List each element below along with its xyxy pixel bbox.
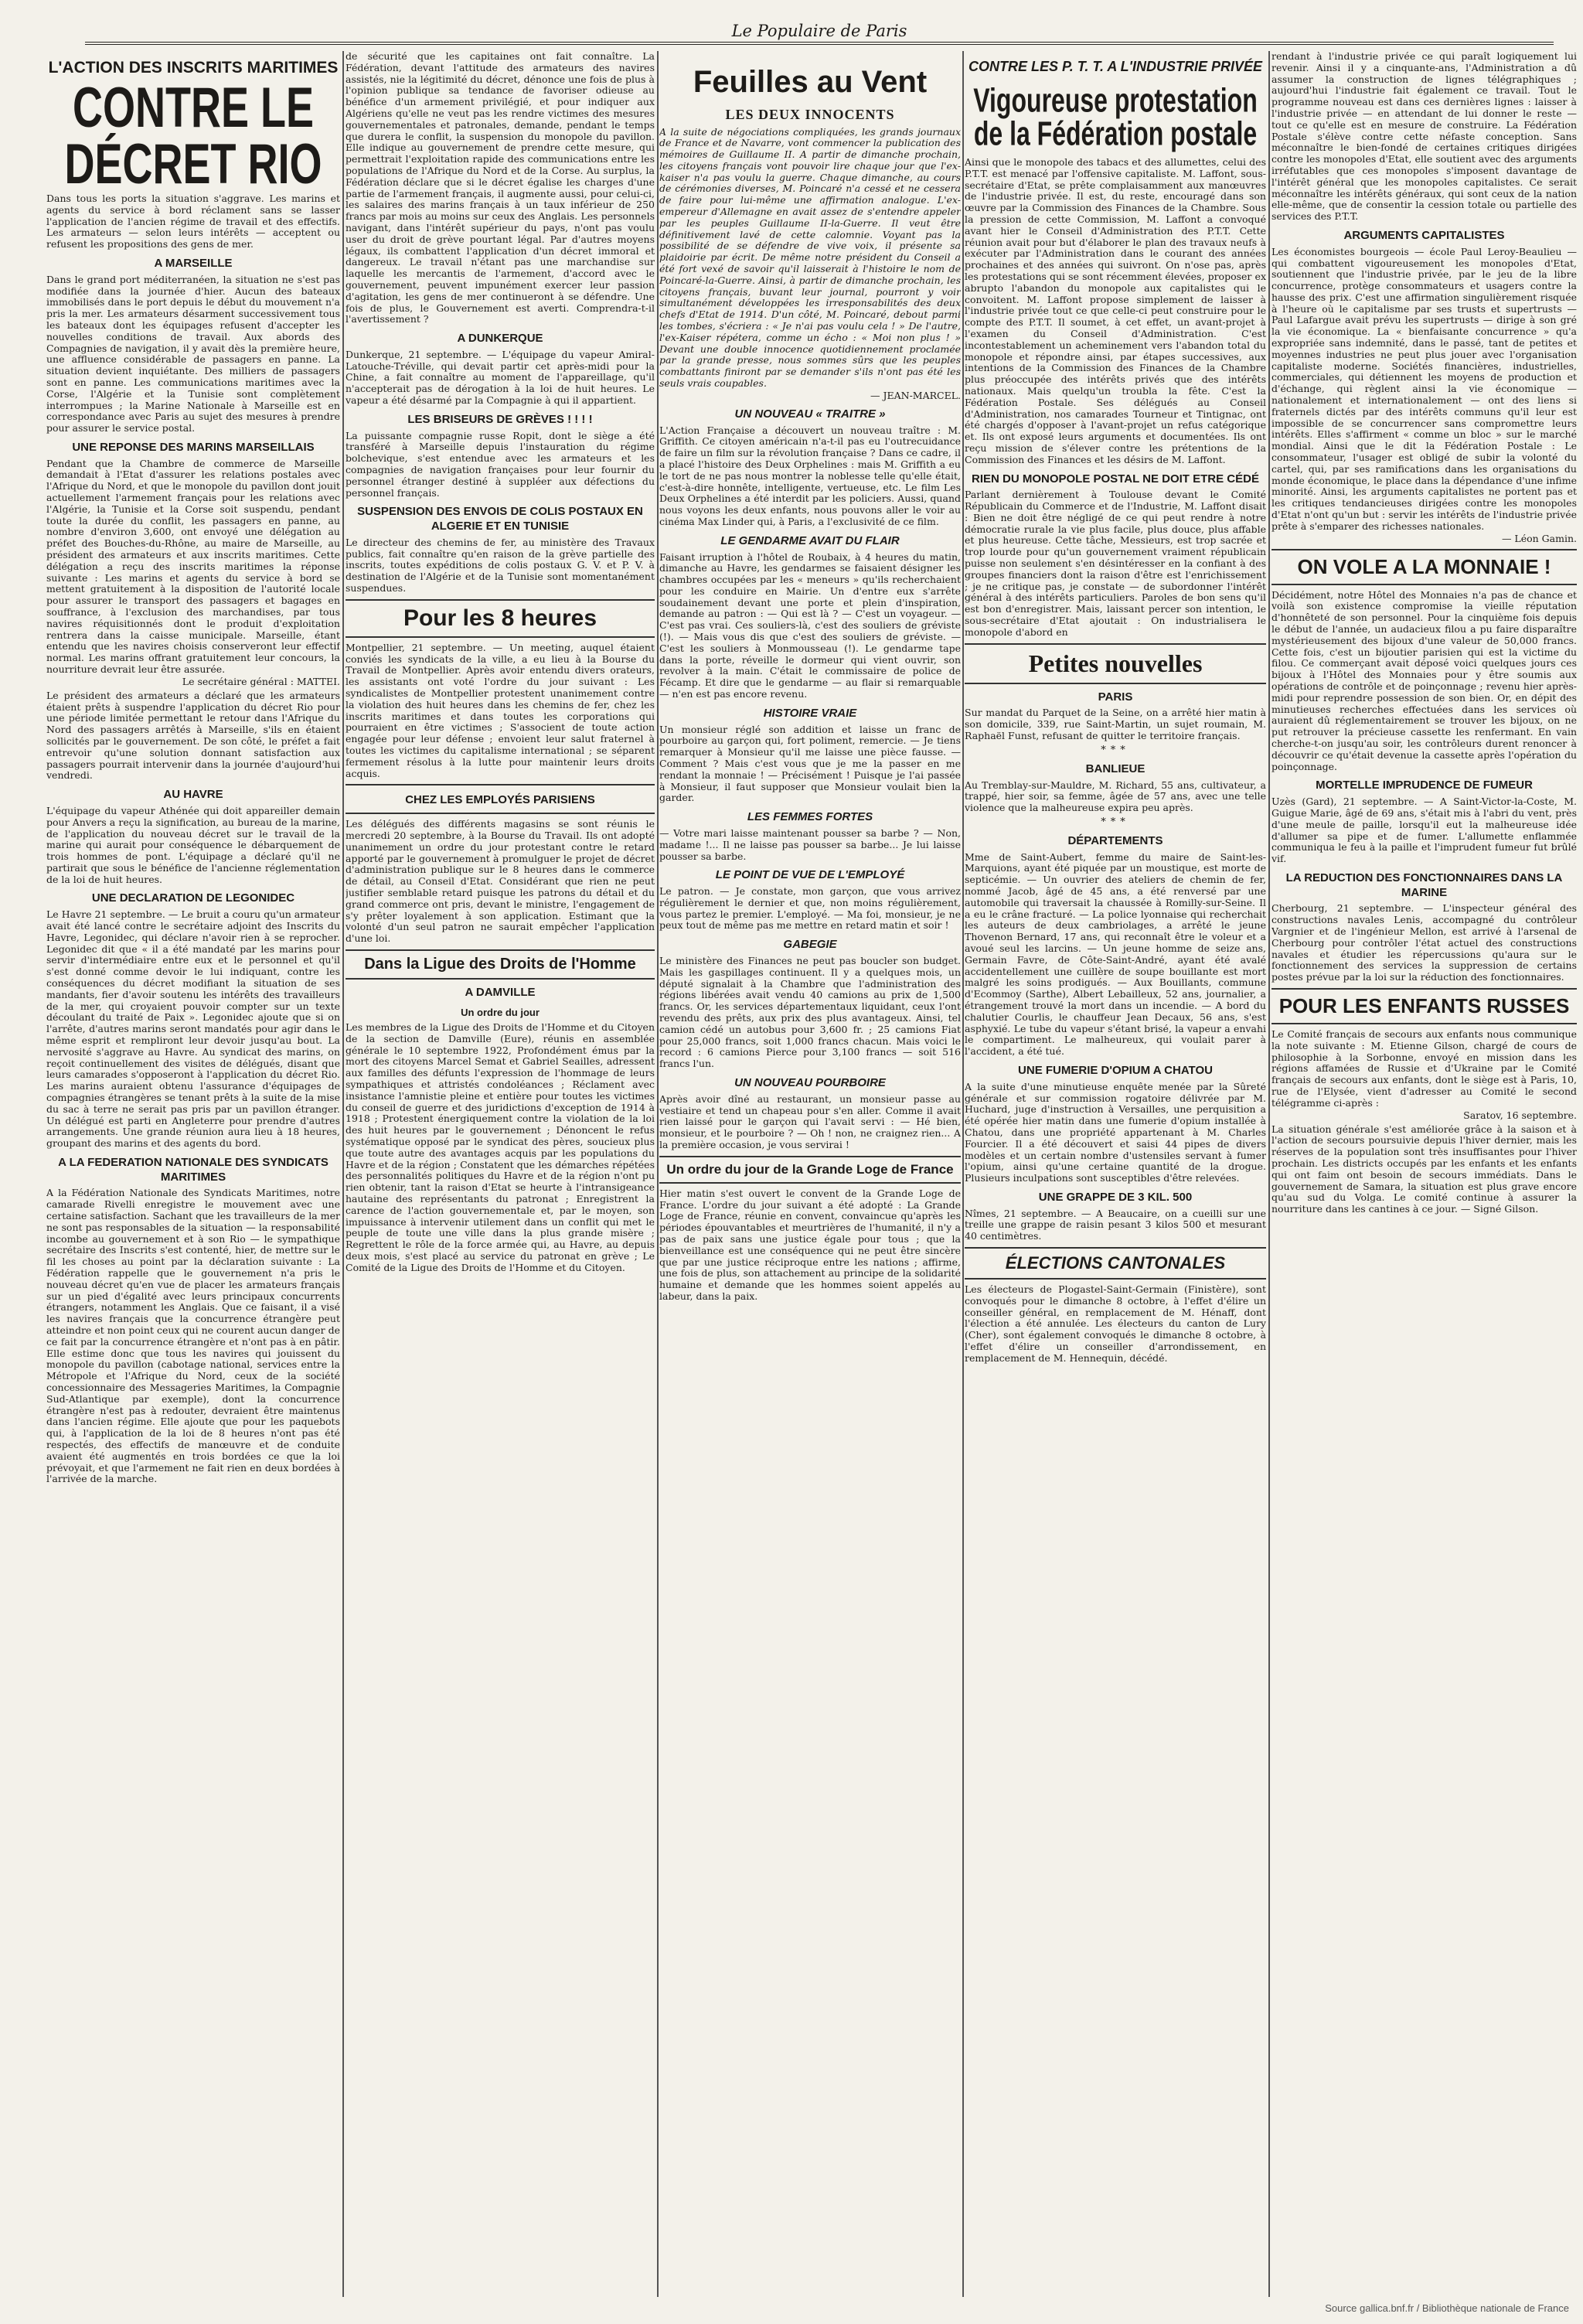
section-heading: UNE DECLARATION DE LEGONIDEC — [91, 891, 295, 905]
column-rule — [1268, 51, 1270, 2297]
article-paragraph: Pendant que la Chambre de commerce de Marseille demandait à l'Etat d'assurer les relations postales avec l'Afrique du Nord, et que le monopole du pavillon dont jouit actuellement l'armement français pour les relations avec l'Algérie, la Tunisie et la Corse soit suspendu, pendant toute la durée du conflit, les passagers en panne, au nombre d'environ 3,600, ont envoyé une délégation au préfet des Bouches-du-Rhône, au maire de Marseille, au président des armateurs et aux inscrits maritimes. Cette délégation a reçu des inscrits maritimes la réponse suivante : Les marins et agents du service à bord se mettent gratuitement à la disposition de l'autorité locale pour assurer le transport des passagers et bagages en souffrance, à l'exclusion des marchandises, par tous navires réquisitionnés dont le produit d'exploitation rentrera dans la caisse municipale. Marseille, étant entendu que les navires choisis conserveront leur effectif normal. Les marins offrant gratuitement leur concours, la nourriture devrait leur être assurée. — [46, 457, 340, 675]
masthead-title: Le Populaire de Paris — [731, 22, 907, 40]
article-paragraph: Après avoir dîné au restaurant, un monsieur passe au vestiaire et tend un chapeau pour s'en aller. Comme il avait rien laissé pour le garçon qui l'avait servi : — Hé bien, monsieur, et le pourboire ? — Oh ! non, ne craignez rien... A la première occasion, je vous servirai ! — [659, 1092, 961, 1150]
article-headline: Pour les 8 heures — [403, 605, 597, 631]
section-heading: UN NOUVEAU « TRAITRE » — [734, 407, 886, 421]
signature: Le secrétaire général : MATTEI. — [182, 675, 340, 687]
column-5 — [1272, 51, 1577, 1215]
article-paragraph: rendant à l'industrie privée ce qui paraît logiquement lui revenir. Ainsi il y a cinquante-ans, l'Administration a dû assumer la construction de lignes télégraphiques ; aujourd'hui l'industrie fait également ce travail. Tout le programme nouveau est dans ces dernières lignes : laisser à l'industrie privée — en attendant de lui donner le reste — tout ce qu'elle est en mesure de construire. La Fédération Postale s'élève contre cette néfaste conception. Sans méconnaître le bien-fondé de certaines critiques dirigées contre les monopoles d'Etat, elle soutient avec des arguments irréfutables que ces monopoles s'imposent davantage de l'intérêt général que les monopoles capitalistes. Ce serait méconnaître les intérêts généraux, qui sont ceux de la nation elle-même, que de consentir la cession totale ou partielle des services des P.T.T. — [1272, 51, 1577, 223]
section-heading: ARGUMENTS CAPITALISTES — [1343, 228, 1505, 242]
masthead — [85, 22, 1554, 45]
article-paragraph: A la suite de négociations compliquées, les grands journaux de France et de Navarre, vont commencer la publication des mémoires de Guillaume II. A partir de dimanche prochain, les citoyens français vont pouvoir lire chaque jour que l'ex-kaiser n'a pas voulu la guerre. Chaque dimanche, au cours de cérémonies diverses, M. Poincaré n'a cessé et ne cessera de faire pour lui-même une affirmation analogue. L'ex-empereur d'Allemagne en avait assez de s'entendre appeler par les peuples Guillaume II-la-Guerre. Il veut être définitivement lavé de cette calomnie. Voyant pas la possibilité de se défendre de vive voix, il présente sa plaidoirie par écrit. De même notre président du Conseil a été fort vexé de savoir qu'il laisserait à l'histoire le nom de Poincaré-la-Guerre. Ainsi, à partir de dimanche prochain, les citoyens français, buvant leur journal, pourront y voir simultanément développées les irresponsabilités des deux chefs d'Etat de 1914. D'un côté, M. Poincaré, debout parmi les tombes, s'écriera : « Je n'ai pas voulu cela ! » De l'autre, l'ex-Kaiser répétera, comme un écho : « Moi non plus ! » Devant une double innocence quotidiennement proclamée par la grande presse, nous sommes sûrs que les peuples combattants finiront par se demander s'ils n'ont pas été les seuls vrais coupables. — [659, 125, 961, 390]
section-heading: UNE REPONSE DES MARINS MARSEILLAIS — [72, 440, 315, 454]
signature: — JEAN-MARCEL. — [870, 389, 961, 401]
article-headline: Vigoureuse protestation de la Fédération postale — [973, 81, 1258, 152]
section-heading: SUSPENSION DES ENVOIS DE COLIS POSTAUX EN ALGERIE ET EN TUNISIE — [357, 505, 643, 533]
article-headline: Un ordre du jour de la Grande Loge de France — [666, 1161, 954, 1177]
section-heading: HISTOIRE VRAIE — [763, 706, 857, 720]
section-heading: RIEN DU MONOPOLE POSTAL NE DOIT ETRE CÉDÉ — [972, 472, 1259, 486]
section-heading: A MARSEILLE — [154, 256, 233, 270]
article-paragraph: Parlant dernièrement à Toulouse devant le Comité Républicain du Commerce et de l'Industrie, M. Laffont disait : Bien ne doit être négligé de ce qui peut rendre à notre démocratie rurale la vie plus facile, plus douce, plus affable et plus heureuse. Cette tâche, Messieurs, est trop sacrée et trop lourde pour qu'un gouvernement vraiment républicain puisse non seulement s'en désintéresser en la confiant à des groupes financiers dont la raison d'être est l'enrichissement ; je ne critique pas, je constate — de subordonner l'intérêt général à des intérêts particuliers. Paroles de bon sens qu'il est bon d'enregistrer. Mais, laissant percer son intention, le sous-secrétaire d'Etat ajoutait : On industrialisera le monopole d'abord en — [965, 489, 1266, 638]
section-heading: LE POINT DE VUE DE L'EMPLOYÉ — [715, 868, 905, 882]
article-paragraph: Les économistes bourgeois — école Paul Leroy-Beaulieu — qui combattent vigoureusement les monopoles d'Etat, soutiennent que l'industrie privée, par le jeu de la libre concurrence, protège consommateurs et usagers contre la hausse des prix. C'est une affirmation singulièrement risquée à l'heure où le capitalisme par ses trusts et supertrusts — Paul Lafargue avait prévu les supertrusts — dirige à son gré la vie économique. La « bienfaisante concurrence » qu'a expropriée sans indemnité, dans le passé, tant de petites et moyennes industries ne peut plus jouer avec l'organisation capitaliste moderne. Sociétés financières, industrielles, commerciales, qui détiennent les moyens de production et d'échange, qui règlent ainsi la vie économique — nationalement et internationalement — ont des liens si fraternels dictés par des intérêts communs qu'il leur est impossible de se concurrencer sans compromettre leurs intérêts. Elles s'affirment « comme un bloc » sur le marché mondial. Ainsi que le dit la Fédération Postale : Le consommateur, l'usager est obligé de subir la volonté du cartel, qui, par ses ramifications dans les organisations du monde économique, le place dans la dépendance d'une infime minorité. Ainsi, les arguments capitalistes ne portent pas et les critiques tendancieuses dirigées contre les monopoles d'Etat n'ont qu'un but : servir les intérêts de l'industrie privée prête à s'emparer des richesses nationales. — [1272, 245, 1577, 532]
article-headline: ÉLECTIONS CANTONALES — [1005, 1253, 1226, 1273]
section-heading: UN NOUVEAU POURBOIRE — [734, 1075, 886, 1089]
article-paragraph: Sur mandat du Parquet de la Seine, on a arrêté hier matin à son domicile, 339, rue Saint-Martin, un sujet roumain, M. Raphaël Funst, refusant de quitter le territoire français. — [965, 707, 1266, 741]
section-heading: LES BRISEURS DE GRÈVES ! ! ! ! — [407, 412, 593, 426]
column-3 — [659, 51, 961, 1303]
article-headline: CHEZ LES EMPLOYÉS PARISIENS — [405, 793, 595, 807]
signature: — Léon Gamin. — [1501, 532, 1577, 544]
article-paragraph: Faisant irruption à l'hôtel de Roubaix, à 4 heures du matin, dimanche au Havre, les gendarmes se faisaient désigner les chambres occupées par les « meneurs » qu'ils recherchaient pour les conduire en Mairie. Un d'entre eux s'arrête soudainement devant une porte et plein d'inspiration, demande au patron : — Qui est là ? — C'est un voyageur. — C'est pas vrai. Ces souliers-là, c'est des souliers de gréviste (!). — Mais vous dis que c'est des souliers de gréviste. — C'est les souliers à Monmousseau (!). Le gendarme tape dans la porte, réveille le dormeur qui vient ouvrir, son revolver à la main. C'était le commissaire de police de Fécamp. Et dire que le gendarme — au flair si remarquable — n'en est pas encore revenu. — [659, 550, 961, 700]
article-paragraph: L'Action Française a découvert un nouveau traître : M. Griffith. Ce citoyen américain n'a-t-il pas eu l'outrecuidance de faire un film sur la révolution française ? Dans ce cadre, il a placé l'histoire des Deux Orphelines : mais M. Griffith a eu le tort de ne pas nous montrer la noblesse telle qu'elle était, c'est-à-dire honnête, intelligente, vertueuse, etc. Le film Les Deux Orphelines a été interdit par les policiers. Aussi, quand nous voyons les deux enfants, nous pouvons aller le voir au cinéma Max Linder qui, à Paris, a l'exclusivité de ce film. — [659, 424, 961, 527]
article-paragraph: Dans le grand port méditerranéen, la situation ne s'est pas modifiée dans la journée d'hier. Aucun des bateaux immobilisés dans le port depuis le début du mouvement n'a pris la mer. Les armateurs désarment successivement tous les bateaux dont les équipages refusent d'accepter les nouvelles conditions de travail. Aux abords des Compagnies de navigation, il y avait dès la première heure, une affluence considérable de passagers en panne. La situation devient inquiétante. Des milliers de passagers sont en panne. Les communications maritimes avec la Corse, l'Algérie et la Tunisie sont complètement interrompues ; la Marine Nationale à Marseille est en correspondance avec Paris au sujet des mesures à prendre pour assurer le service postal. — [46, 273, 340, 434]
section-heading: A LA FEDERATION NATIONALE DES SYNDICATS MARITIMES — [58, 1155, 329, 1184]
column-rule — [657, 51, 659, 2297]
article-subheadline: LES DEUX INNOCENTS — [725, 107, 895, 122]
column-1 — [46, 51, 340, 1485]
article-paragraph: Le patron. — Je constate, mon garçon, que vous arrivez régulièrement le dernier et que, non moins régulièrement, vous partez le premier. L'employé. — Ma foi, monsieur, je ne peux tout de même pas me mettre en retard matin et soir ! — [659, 885, 961, 932]
column-rule — [962, 51, 964, 2297]
article-headline: Petites nouvelles — [1028, 649, 1203, 677]
article-paragraph: Le président des armateurs a déclaré que les armateurs étaient prêts à suspendre l'application du décret Rio pour une période limitée permettant le retour dans l'Afrique du Nord des passagers arrêtés à Marseille, s'ils en étaient sollicités par le gouvernement. De son côté, le préfet a fait entrevoir qu'une solution donnant satisfaction aux passagers pourrait intervenir dans la journée d'aujourd'hui vendredi. — [46, 689, 340, 782]
article-paragraph: Au Tremblay-sur-Mauldre, M. Richard, 55 ans, cultivateur, a trappé, hier soir, sa femme, âgée de 57 ans, avec une telle violence que la malheureuse expira peu après. — [965, 779, 1266, 814]
article-paragraph: Nîmes, 21 septembre. — A Beaucaire, on a cueilli sur une treille une grappe de raisin pesant 3 kilos 500 et mesurant 40 centimètres. — [965, 1207, 1266, 1242]
article-paragraph: Le directeur des chemins de fer, au ministère des Travaux publics, fait connaître qu'en raison de la grève partielle des inscrits, toutes expéditions de colis postaux G. V. et P. V. à destination de l'Algérie et de la Tunisie sont momentanément suspendues. — [346, 536, 655, 595]
column-2 — [346, 51, 655, 1273]
section-heading: GABEGIE — [783, 938, 837, 952]
section-heading: A DAMVILLE — [465, 985, 536, 999]
article-paragraph: La puissante compagnie russe Ropit, dont le siège a été transféré à Marseille depuis l'instauration du régime bolchevique, s'est entendue avec les armateurs et les compagnies de navigation françaises pour leur fournir du personnel étranger destiné à suppléer aux défections du personnel français. — [346, 429, 655, 499]
section-heading: AU HAVRE — [163, 788, 223, 802]
section-subheading: Un ordre du jour — [461, 1006, 540, 1018]
article-paragraph: Mme de Saint-Aubert, femme du maire de Saint-les-Marquions, ayant été piquée par un moustique, est morte de septicémie. — Un ouvrier des ateliers de chemin de fer, nommé Jacob, âgé de 45 ans, a été renversé par une automobile qui traversait la chaussée à Romilly-sur-Seine. Il a eu le crâne fracturé. — La police lyonnaise qui recherchait les auteurs de deux cambriolages, a arrêté le jeune Thovenon Bernard, 17 ans, qui reconnaît être le voleur et a avoué seul les larcins. — Un jeune homme de seize ans, Germain Favre, de Côte-Saint-André, ayant été avalé accidentellement une cuillère de soupe bouillante est mort malgré les soins prodigués. — Aux Bouillants, commune d'Ecommoy (Sarthe), Albert Lebailleux, 52 ans, journalier, a étrangement trouvé la mort dans un incendie. — A bord du chalutier Courlis, le chauffeur Jean Decaux, 56 ans, s'est asphyxié. Le tube du vapeur s'étant brisé, la vapeur a envahi le compartiment. Le malheureux, qui voulait parer à l'accident, a été tué. — [965, 850, 1266, 1058]
section-heading: LES FEMMES FORTES — [747, 810, 873, 824]
article-paragraph: A la suite d'une minutieuse enquête menée par la Sûreté générale et sur commission rogatoire délivrée par M. Huchard, juge d'instruction à Versailles, une perquisition a été opérée hier matin dans une fumerie d'opium installée à Chatou, dans une propriété appartenant à M. Charles Fourcier. Il a été découvert et saisi 44 pipes de divers modèles et un certain nombre d'ustensiles servant à fumer l'opium, ainsi qu'une certaine quantité de la drogue. Plusieurs inculpations sont susceptibles d'être relevées. — [965, 1080, 1266, 1184]
article-paragraph: Décidément, notre Hôtel des Monnaies n'a pas de chance et voilà son existence compromise la vieille réputation d'honnêteté de son personnel. Pour la cinquième fois depuis le début de l'année, un audacieux filou a pu faire disparaître mystérieusement des bijoux d'une valeur de 50,000 francs. Cette fois, c'est un bijoutier parisien qui est la victime du filou. Ce commerçant avait déposé voici quelques jours ces bijoux à l'Hôtel des Monnaies pour y être soumis aux opérations de contrôle et de poinçonnage ; revenu hier après-midi pour reprendre possession de son bien. Or, en dépit des minutieuses recherches effectuées dans les services où auraient dû réglementairement se trouver les bijoux, on ne put retrouver la précieuse cassette les renfermant. En vain cherche-t-on jusqu'au soir, les contrôleurs durent renoncer à découvrir ce qu'était devenue la cassette après l'opération du poinçonnage. — [1272, 588, 1577, 772]
column-rule — [342, 51, 344, 2297]
article-kicker: CONTRE LES P. T. T. A L'INDUSTRIE PRIVÉE — [969, 59, 1262, 74]
article-headline: Dans la Ligue des Droits de l'Homme — [364, 955, 636, 973]
article-paragraph: de sécurité que les capitaines ont fait connaître. La Fédération, devant l'attitude des armateurs des navires assistés, nie la légitimité du décret, dénonce une fois de plus à l'opinion publique sa tendance de favoriser odieuse au bénéfice d'un armement privilégié, et pour indiquer aux Algériens qu'elle ne veut pas les rendre victimes des mesures gouvernementales et patronales, demande, pendant le temps que durera le conflit, la suspension du monopole du pavillon. Elle indique au gouvernement de prendre cette mesure, qui permettrait l'exploitation rapide des communications entre les populations de l'Afrique du Nord et de la Corse. Au surplus, la Fédération déclare que si le décret égalise les charges d'une partie de l'armement français, il augmente aussi, pour celui-ci, les salaires des marins français à un taux inférieur de 250 francs par mois au moins sur ceux des Anglais. Les personnels navigant, dans l'intérêt supérieur du pays, n'ont pas voulu user du droit de grève pourtant légal. Par d'autres moyens légaux, ils combattent l'application d'un décret immoral et dangereux. Le travail n'étant pas une marchandise sur laquelle les mercantis de l'armement, d'accord avec le gouvernement, peuvent impunément exercer leur passion d'agitation, les gens de mer continueront à se défendre. Une fois de plus, le Gouvernement est averti. Comprendra-t-il l'avertissement ? — [346, 51, 655, 325]
article-headline: Feuilles au Vent — [693, 65, 928, 99]
article-paragraph: A la Fédération Nationale des Syndicats Maritimes, notre camarade Rivelli enregistre le mouvement avec une certaine satisfaction. Sachant que les travailleurs de la mer ne sont pas responsables de la situation — la responsabilité incombe au gouvernement et à son Rio — le sympathique secrétaire des Inscrits s'est contenté, hier, de mettre sur le fil les choses au point par la déclaration suivante : La Fédération rappelle que le gouvernement n'a pris le nouveau décret qu'en vue de placer les armateurs français sur un pied d'égalité avec leurs principaux concurrents étrangers, notamment les Anglais. Que ce faisant, il a visé les navires français que la concurrence étrangère peut atteindre et non point ceux qui ne courent aucun danger de ce fait par la concurrence étrangère et n'ont pas à en pâtir. Elle estime donc que tous les navires qui jouissent du monopole du pavillon (cabotage national, services entre la Métropole et l'Afrique du Nord, ceux de la société concessionnaire des Messageries Maritimes, la Compagnie Sud-Atlantique par exemple), dont la concurrence étrangère n'est pas à redouter, devraient être maintenus dans l'ancien régime. Elle ajoute que pour les paquebots qui, à l'application de la loi de 8 heures n'ont pas été respectés, des effectifs de manœuvre et de conduite avaient été augmentés en trois bordées ce que la loi prévoyait, et que l'armement ne fait rien en deux bordées à l'arrivée de la marche. — [46, 1187, 340, 1485]
section-heading: LE GENDARME AVAIT DU FLAIR — [720, 533, 900, 547]
article-paragraph: Le ministère des Finances ne peut pas boucler son budget. Mais les gaspillages continuent. Il y a quelques mois, un député signalait à la Chambre que l'administration des régions libérées avait vendu 40 camions au prix de 1,500 francs. Or, les services départementaux liquidant, ceux l'ont revendu des prêts, aux prix des plus avantageux. Ainsi, tel camion cédé un autobus pour 3,600 fr. ; 25 camions Fiat pour 25,000 francs, soit 1,000 francs chacun. Mais voici le record : 6 camions Pierce pour 3,100 francs — soit 516 francs l'un. — [659, 955, 961, 1070]
article-paragraph: Cherbourg, 21 septembre. — L'inspecteur général des constructions navales Lenis, accompagné du contrôleur Vargnier et de l'ingénieur Mellon, est arrivé à l'arsenal de Cherbourg pour contrôler l'état actuel des constructions navales et étudier les répercussions qu'aura sur le fonctionnement des services la suppression de certains postes prévue par la loi sur la réduction des fonctionnaires. — [1272, 902, 1577, 983]
article-paragraph: — Votre mari laisse maintenant pousser sa barbe ? — Non, madame !... Il ne laisse pas pousser sa barbe... Je lui laisse pousser sa barbe. — [659, 826, 961, 862]
article-paragraph: Montpellier, 21 septembre. — Un meeting, auquel étaient conviés les syndicats de la ville, a eu lieu à la Bourse du Travail de Montpellier. Après avoir entendu divers orateurs, les assistants ont voté l'ordre du jour suivant : Les syndicalistes de Montpellier protestent unanimement contre la violation des huit heures dans les chemins de fer, chez les inscrits maritimes et dans toutes les corporations qui pourraient en être victimes ; S'associent de toute action engagée pour leur défense ; envoient leur salut fraternel à toutes les victimes du capitalisme international ; se séparent fermement résolus à la lutte pour maintenir leurs droits acquis. — [346, 641, 655, 779]
article-paragraph: Les délégués des différents magasins se sont réunis le mercredi 20 septembre, à la Bourse du Travail. Ils ont adopté unanimement un ordre du jour protestant contre le retard apporté par le gouvernement à promulguer le projet de décret d'administration publique sur le 8 heures dans le commerce de détail, au Conseil d'Etat. Considérant que rien ne peut justifier semblable retard puisque les patrons du détail et du grand commerce ont pris, devant le ministre, l'engagement de s'y prêter loyalement à son application. Estimant que la volonté d'un seul patron ne saurait empêcher l'application d'une loi. — [346, 818, 655, 945]
article-headline: CONTRE LE DÉCRET RIO — [64, 77, 322, 196]
article-paragraph: Le Havre 21 septembre. — Le bruit a couru qu'un armateur avait été lancé contre le secrétaire adjoint des Inscrits du Havre, Legonidec, qui déclare n'avoir rien à se reprocher. Legonidec dit que « il a été mandaté par les marins pour servir d'intermédiaire entre eux et le personnel et qu'il s'est donné comme devoir le lui indiquant, contre les conséquences du décret modifiant la situation de ses mandants, fier d'avoir soutenu les intérêts des travailleurs de la mer, qui croyaient pouvoir compter sur un texte découlant du traité de Paix ». Legonidec ajoute que si on l'arrête, d'autres marins seront mandatés pour agir dans le même esprit et rempliront leur devoir jusqu'au bout. La nervosité s'aggrave au Havre. Au syndicat des marins, on reçoit continuellement des visites de délégués, disant que leurs camarades s'opposeront à l'application du décret Rio. Les marins auraient obtenu l'assurance d'équipages de compagnies étrangères se tenant prêts à la suite de la mise du sac à terre ne serait pas pris par un pavillon étranger. Un délégué est parti en Angleterre pour prendre d'autres arrangements. Une grande réunion aura lieu à 18 heures, groupant des marins et des agents du bord. — [46, 908, 340, 1150]
source-credit: Source gallica.bnf.fr / Bibliothèque nationale de France — [1325, 2302, 1569, 2314]
article-headline: POUR LES ENFANTS RUSSES — [1278, 993, 1570, 1017]
article-headline: ON VOLE A LA MONNAIE ! — [1297, 554, 1551, 578]
separator-stars: *** — [1101, 744, 1130, 756]
article-paragraph: L'équipage du vapeur Athénée qui doit appareiller demain pour Anvers a reçu la signification, au bureau de la marine, de l'application du nouveau décret sur le travail de la marine qui aurait pour conséquence le débarquement de trois hommes de pont. L'équipage a déclaré qu'il ne partirait que sous le bénéfice de l'ancienne réglementation de la loi de huit heures. — [46, 804, 340, 885]
article-paragraph: Dans tous les ports la situation s'aggrave. Les marins et agents du service à bord réclament sans se lasser l'application de l'ancien régime de travail et des effectifs. Les armateurs — selon leurs intérêts — acceptent ou refusent les propositions des gens de mer. — [46, 193, 340, 250]
article-paragraph: Les membres de la Ligue des Droits de l'Homme et du Citoyen de la section de Damville (Eure), réunis en assemblée générale le 10 septembre 1922, Profondément émus par la mort des citoyens Marcel Semat et Gabriel Seailles, adressent aux familles des défunts l'expression de l'hommage de leurs sympathiques et attristés condoléances ; Réclament avec insistance l'amnistie pleine et entière pour toutes les victimes du conseil de guerre et des juridictions d'exception de 1914 à 1918 ; Protestent énergiquement contre la violation de la loi des huit heures par le gouvernement ; Dénoncent le refus systématique opposé par le syndicat des pères, soucieux plus que toute autre des avantages acquis par les populations du Havre et de la région ; Constatent que les démarches répétées des personnalités politiques du Havre et de la région n'ont pu rien obtenir, tant la raison d'Etat se heurte à l'intransigeance hautaine des représentants du patronat ; Enregistrent la carence de l'action gouvernementale et, par le moyen, son impuissance à intervenir utilement dans un conflit qui met le peuple de toute une ville dans la plus grande misère ; Regrettent le rôle de la force armée qui, au Havre, au depuis deux mois, s'est placé au service du patronat en grève ; Le Comité de la Ligue des Droits de l'Homme et du Citoyen. — [346, 1021, 655, 1273]
section-heading: BANLIEUE — [1085, 762, 1146, 775]
section-heading: UNE GRAPPE DE 3 KIL. 500 — [1038, 1190, 1193, 1204]
dateline: Saratov, 16 septembre. — [1463, 1109, 1577, 1121]
article-paragraph: La situation générale s'est améliorée grâce à la saison et à l'action de secours poursuivie depuis l'hiver dernier, mais les réserves de la population sont très insuffisantes pour l'hiver prochain. Les districts occupés par les enfants et les enfants qui ont faim ont besoin de secours immédiats. Dans le gouvernement de Samara, la situation est plus grave encore qu'au sud du Volga. Le comité continue à assurer la nourriture dans les cantines à ce jour. — Signé Gilson. — [1272, 1123, 1577, 1215]
section-heading: DÉPARTEMENTS — [1067, 833, 1163, 847]
separator-stars: *** — [1101, 816, 1130, 828]
section-heading: MORTELLE IMPRUDENCE DE FUMEUR — [1316, 779, 1533, 792]
article-paragraph: Dunkerque, 21 septembre. — L'équipage du vapeur Amiral-Latouche-Tréville, qui devait partir cet après-midi pour la Chine, a fait connaître au moment de l'appareillage, qu'il n'accepterait pas de dérogation à la loi de huit heures. Le vapeur a été désarmé par la Compagnie à qui il appartient. — [346, 348, 655, 407]
section-heading: A DUNKERQUE — [457, 332, 543, 346]
section-heading: UNE FUMERIE D'OPIUM A CHATOU — [1018, 1064, 1213, 1077]
section-heading: PARIS — [1098, 690, 1133, 704]
article-paragraph: Hier matin s'est ouvert le convent de la Grande Loge de France. L'ordre du jour suivant a été adopté : La Grande Loge de France, réunie en convent, convaincue qu'après les périodes épouvantables et meurtrières de l'humanité, il n'y a pas de paix sans une justice égale pour tous ; que la bienveillance est une conséquence qui ne peut être sincère que par une justice réciproque entre les nations ; affirme, une fois de plus, son attachement au principe de la solidarité humaine et demande que les hommes soient appelés au labeur, dans la paix. — [659, 1187, 961, 1302]
article-kicker: L'ACTION DES INSCRITS MARITIMES — [48, 59, 339, 77]
article-paragraph: Les électeurs de Plogastel-Saint-Germain (Finistère), sont convoqués pour le dimanche 8 octobre, à l'effet d'élire un conseiller général, en remplacement de M. Hénaff, dont l'élection a été annulée. Les électeurs du canton de Lury (Cher), sont également convoqués le dimanche 8 octobre, à l'effet d'élire un conseiller d'arrondissement, en remplacement de M. Hennequin, décédé. — [965, 1283, 1266, 1364]
section-heading: LA REDUCTION DES FONCTIONNAIRES DANS LA MARINE — [1285, 871, 1563, 899]
article-paragraph: Uzès (Gard), 21 septembre. — A Saint-Victor-la-Coste, M. Guigue Marie, âgé de 69 ans, s'était mis à l'abri du vent, près d'une meule de paille, lorsqu'il eut la malheureuse idée d'allumer sa pipe et de fumer. L'allumette enflammée communiqua le feu à la paille et l'imprudent fumeur fut brûlé vif. — [1272, 796, 1577, 865]
article-paragraph: Un monsieur réglé son addition et laisse un franc de pourboire au garçon qui, fort poliment, remercie. — Je tiens remarquer à Monsieur qu'il me laisse une pièce fausse. — Comment ? Mais c'est vous que je me la passer en me rendant la monnaie ! — Précisément ! Puisque je l'ai passée à Monsieur, il faut supposer que Monsieur voulait bien la garder. — [659, 723, 961, 804]
article-paragraph: Ainsi que le monopole des tabacs et des allumettes, celui des P.T.T. est menacé par l'offensive capitaliste. M. Laffont, sous-secrétaire d'Etat, se prête complaisamment aux manœuvres de l'industrie privée. Il est, du reste, encouragé dans son œuvre par la Commission des Finances de la Chambre. Sous la pression de cette Commission, M. Laffont a convoqué avant hier le Conseil d'Administration des P.T.T. Cette réunion avait pour but d'élaborer le plan des travaux neufs à exécuter par l'Administration dans le courant des années prochaines et des années qui suivront. On n'ose pas, après les protestations qui se sont récemment élevées, proposer ex abrupto l'abandon du monopole aux capitalistes qui le convoitent. M. Laffont propose simplement de laisser à l'industrie privée tout ce que celle-ci peut construire pour le compte des P.T.T. Il soumet, à cet effet, un avant-projet à l'examen du Conseil d'Administration. C'est incontestablement un acheminement vers l'abandon total du monopole et répondre ainsi, par étapes successives, aux intentions de la Commission des Finances de la Chambre plus préoccupée des intérêts privés que des intérêts nationaux. Mais quelqu'un troubla la fête. C'est la Fédération Postale. Ses délégués au Conseil d'Administration, nos camarades Tourneur et Tintignac, ont été chargés d'opposer à l'avant-projet un refus catégorique et. Ils ont exposé leurs arguments et documentées. Ils ont reçu mission de s'élever contre les prétentions de la Commission des Finances et les désirs de M. Laffont. — [965, 156, 1266, 465]
column-4 — [965, 51, 1266, 1365]
article-paragraph: Le Comité français de secours aux enfants nous communique la note suivante : M. Etienne Gilson, chargé de cours de philosophie à la Sorbonne, envoyé en mission dans les régions affamées de Russie et d'Ukraine par le Comité français de secours aux enfants, dont le siège est à Paris, 10, rue de l'Elysée, vient d'adresser au Comité le second télégramme ci-après : — [1272, 1027, 1577, 1109]
